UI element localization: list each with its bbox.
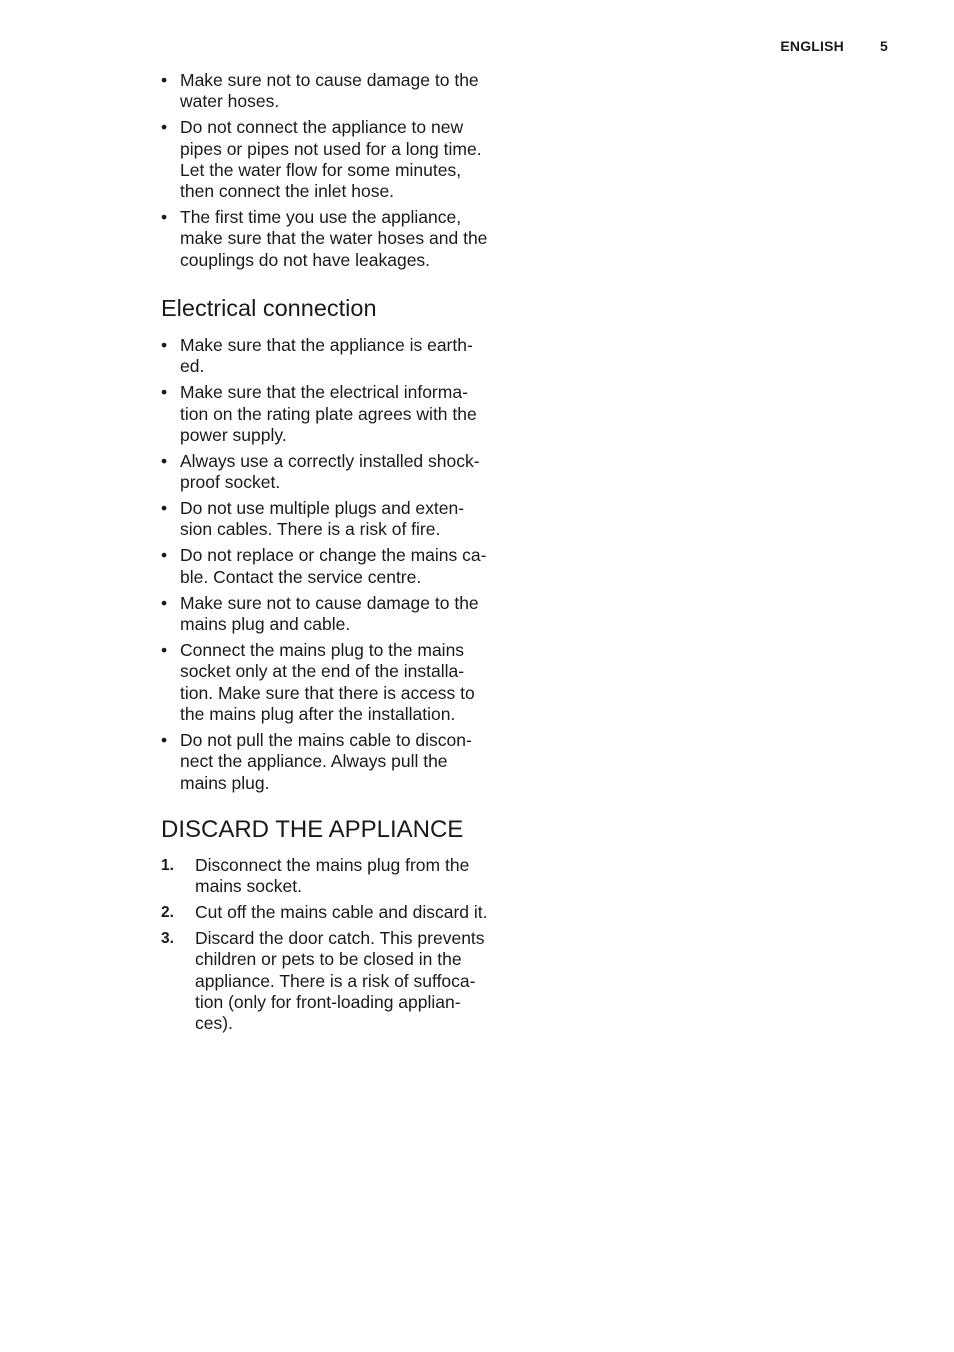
list-item: • Do not connect the appliance to new pipes or pipes not used for a long time. Let the water flow for some minutes, then connect the inlet hose. (161, 117, 482, 202)
list-item: • Always use a correctly installed shock- proof socket. (161, 450, 480, 493)
bullet-icon: • (161, 640, 168, 661)
step-number: 2. (161, 904, 174, 922)
bullet-icon: • (161, 382, 168, 403)
page-number: 5 (880, 38, 888, 54)
list-item: • Make sure not to cause damage to the mains plug and cable. (161, 592, 479, 635)
discard-appliance-heading: DISCARD THE APPLIANCE (161, 815, 464, 843)
content-column (161, 70, 521, 1039)
list-item: • Do not use multiple plugs and exten- sion cables. There is a risk of fire. (161, 498, 465, 540)
bullet-icon: • (161, 70, 168, 90)
list-item: • Make sure that the appliance is earth- ed. (161, 335, 473, 377)
water-safety-list (161, 70, 521, 271)
list-item: • Make sure that the electrical informa- tion on the rating plate agrees with the power supply. (161, 382, 477, 445)
step-item: 2. Cut off the mains cable and discard it. (161, 902, 488, 923)
bullet-icon: • (161, 117, 168, 138)
step-number: 1. (161, 856, 174, 874)
discard-steps-list (161, 855, 521, 1035)
electrical-safety-list (161, 335, 521, 794)
bullet-icon: • (161, 592, 168, 613)
step-item: 1. Disconnect the mains plug from the mains socket. (161, 854, 470, 897)
list-item: • Do not pull the mains cable to discon- nect the appliance. Always pull the mains plug. (161, 729, 472, 793)
bullet-icon: • (161, 545, 168, 566)
electrical-connection-heading: Electrical connection (161, 295, 377, 322)
step-item: 3. Discard the door catch. This prevents children or pets to be closed in the appliance. There is a risk of suffoca- tion (only for front-loading applian- ces). (161, 928, 485, 1034)
list-item: • Do not replace or change the mains ca- ble. Contact the service centre. (161, 545, 487, 587)
bullet-icon: • (161, 729, 168, 750)
bullet-icon: • (161, 450, 168, 471)
list-item: • Connect the mains plug to the mains socket only at the end of the installa- tion. Make sure that there is access to the mains plug after the installation. (161, 640, 475, 724)
page-header (780, 38, 888, 54)
step-number: 3. (161, 930, 174, 948)
list-item: • The first time you use the appliance, make sure that the water hoses and the couplings do not have leakages. (161, 207, 488, 270)
bullet-icon: • (161, 207, 168, 228)
list-item: • Make sure not to cause damage to the water hoses. (161, 70, 479, 112)
bullet-icon: • (161, 335, 168, 356)
language-label: ENGLISH (780, 38, 844, 54)
bullet-icon: • (161, 498, 168, 519)
